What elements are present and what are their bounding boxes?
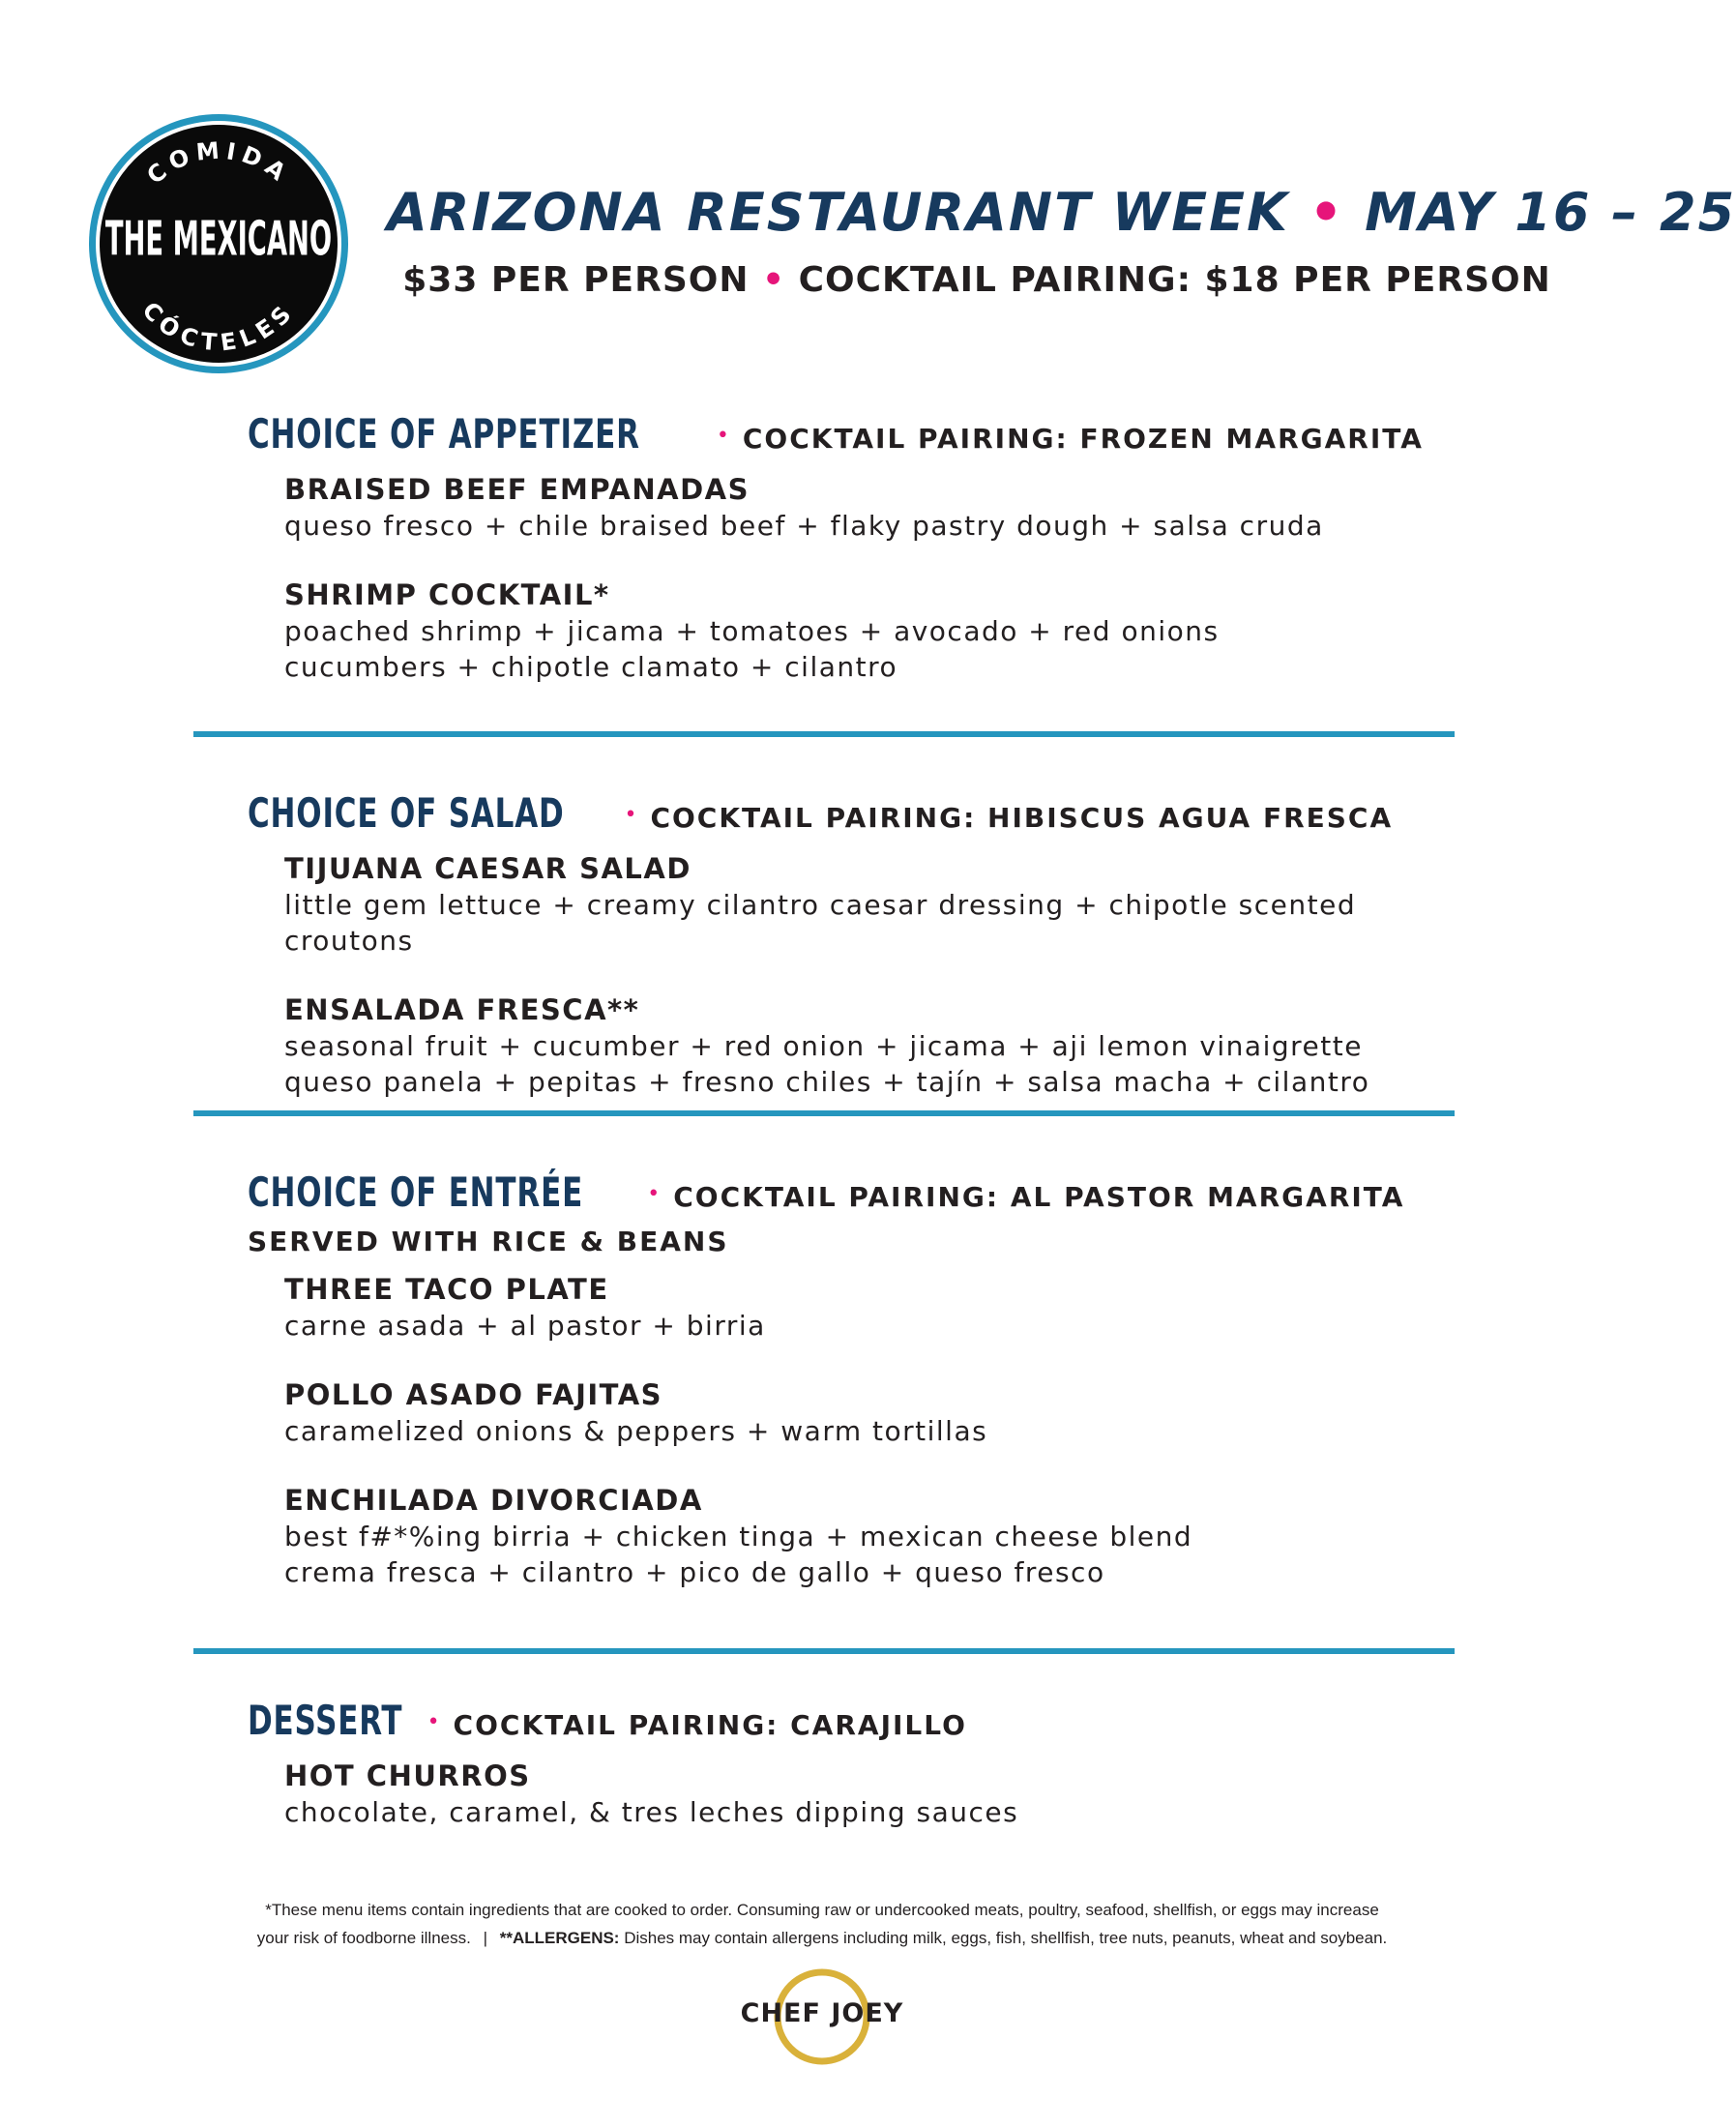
disclaimer-text: your risk of foodborne illness. — [256, 1929, 471, 1947]
section-heading — [248, 1697, 1447, 1744]
section-title: CHOICE OF SALAD — [248, 789, 565, 837]
item-description: poached shrimp + jicama + tomatoes + avocado + red onions — [284, 615, 1220, 647]
item-name: POLLO ASADO FAJITAS — [284, 1378, 663, 1411]
section-heading — [248, 1168, 1447, 1216]
section-divider — [193, 1110, 1455, 1116]
chef-joey-logo — [725, 1964, 919, 2070]
bullet-dot: • — [624, 803, 637, 827]
item-name: THREE TACO PLATE — [284, 1273, 609, 1306]
bullet-dot: • — [716, 424, 729, 448]
item-description: carne asada + al pastor + birria — [284, 1310, 766, 1342]
allergens-text: Dishes may contain allergens including milk, eggs, fish, shellfish, tree nuts, peanuts, wheat and soybean. — [624, 1929, 1388, 1947]
menu-item — [284, 850, 1447, 959]
bullet-dot: • — [647, 1182, 661, 1206]
logo-top-text: COMIDA — [141, 136, 296, 190]
item-description: chocolate, caramel, & tres leches dipping sauces — [284, 1796, 1019, 1828]
allergens-label: **ALLERGENS: — [499, 1929, 620, 1947]
section-entree — [248, 1168, 1447, 1590]
menu-item — [284, 1758, 1447, 1830]
item-description: crema fresca + cilantro + pico de gallo + queso fresco — [284, 1556, 1105, 1588]
disclaimer-line — [97, 1924, 1547, 1952]
event-name: ARIZONA RESTAURANT WEEK — [387, 182, 1289, 243]
bullet-dot: • — [762, 260, 799, 300]
section-title: CHOICE OF APPETIZER — [248, 410, 640, 458]
section-title: DESSERT — [248, 1697, 403, 1744]
item-name: TIJUANA CAESAR SALAD — [284, 852, 691, 885]
item-description: queso panela + pepitas + fresno chiles + tajín + salsa macha + cilantro — [284, 1066, 1370, 1098]
section-note: SERVED WITH RICE & BEANS — [248, 1226, 729, 1257]
item-description: caramelized onions & peppers + warm tortillas — [284, 1415, 988, 1447]
section-appetizer — [248, 410, 1447, 685]
section-pairing: COCKTAIL PAIRING: FROZEN MARGARITA — [742, 423, 1424, 455]
item-name: BRAISED BEEF EMPANADAS — [284, 473, 750, 506]
item-description: little gem lettuce + creamy cilantro caesar dressing + chipotle scented croutons — [284, 889, 1357, 957]
section-title: CHOICE OF ENTRÉE — [248, 1168, 584, 1216]
allergen-disclaimer — [97, 1896, 1547, 1952]
section-heading — [248, 789, 1447, 837]
item-name: HOT CHURROS — [284, 1759, 531, 1792]
menu-item — [284, 576, 1447, 685]
item-description: queso fresco + chile braised beef + flaky pastry dough + salsa cruda — [284, 510, 1324, 542]
section-divider — [193, 1648, 1455, 1654]
section-pairing: COCKTAIL PAIRING: CARAJILLO — [453, 1709, 967, 1741]
section-heading — [248, 410, 1447, 458]
menu-item — [284, 1376, 1447, 1449]
event-dates: MAY 16 – 25 — [1365, 182, 1736, 243]
section-pairing: COCKTAIL PAIRING: AL PASTOR MARGARITA — [673, 1181, 1405, 1213]
item-name: SHRIMP COCKTAIL* — [284, 578, 610, 611]
item-name: ENCHILADA DIVORCIADA — [284, 1484, 703, 1517]
menu-item — [284, 471, 1447, 544]
item-name: ENSALADA FRESCA** — [284, 993, 640, 1026]
item-description: cucumbers + chipotle clamato + cilantro — [284, 651, 898, 683]
menu-header — [387, 182, 1736, 300]
the-mexicano-logo — [85, 110, 352, 377]
logo-bottom-text: CÓCTELES — [136, 296, 301, 357]
item-description: best f#*%ing birria + chicken tinga + mexican cheese blend — [284, 1521, 1193, 1552]
price-per-person: $33 PER PERSON — [402, 260, 750, 300]
section-pairing: COCKTAIL PAIRING: HIBISCUS AGUA FRESCA — [650, 802, 1394, 834]
item-description: seasonal fruit + cucumber + red onion + jicama + aji lemon vinaigrette — [284, 1030, 1363, 1062]
price-line — [387, 260, 1567, 300]
bullet-dot: • — [1309, 182, 1366, 243]
section-dessert — [248, 1697, 1447, 1830]
menu-item — [284, 1271, 1447, 1344]
chef-joey-text: CHEF JOEY — [740, 1998, 904, 2028]
pairing-price: COCKTAIL PAIRING: $18 PER PERSON — [798, 260, 1551, 300]
event-title — [387, 182, 1736, 243]
logo-center-text: THE MEXICANO — [104, 211, 333, 267]
bullet-dot: • — [427, 1710, 440, 1734]
section-salad — [248, 789, 1447, 1100]
separator: | — [483, 1929, 487, 1947]
disclaimer-line: *These menu items contain ingredients that are cooked to order. Consuming raw or undercooked meats, poultry, seafood, shellfish, or eggs may increase — [265, 1901, 1379, 1919]
section-divider — [193, 731, 1455, 737]
menu-item — [284, 991, 1447, 1100]
menu-item — [284, 1482, 1447, 1590]
